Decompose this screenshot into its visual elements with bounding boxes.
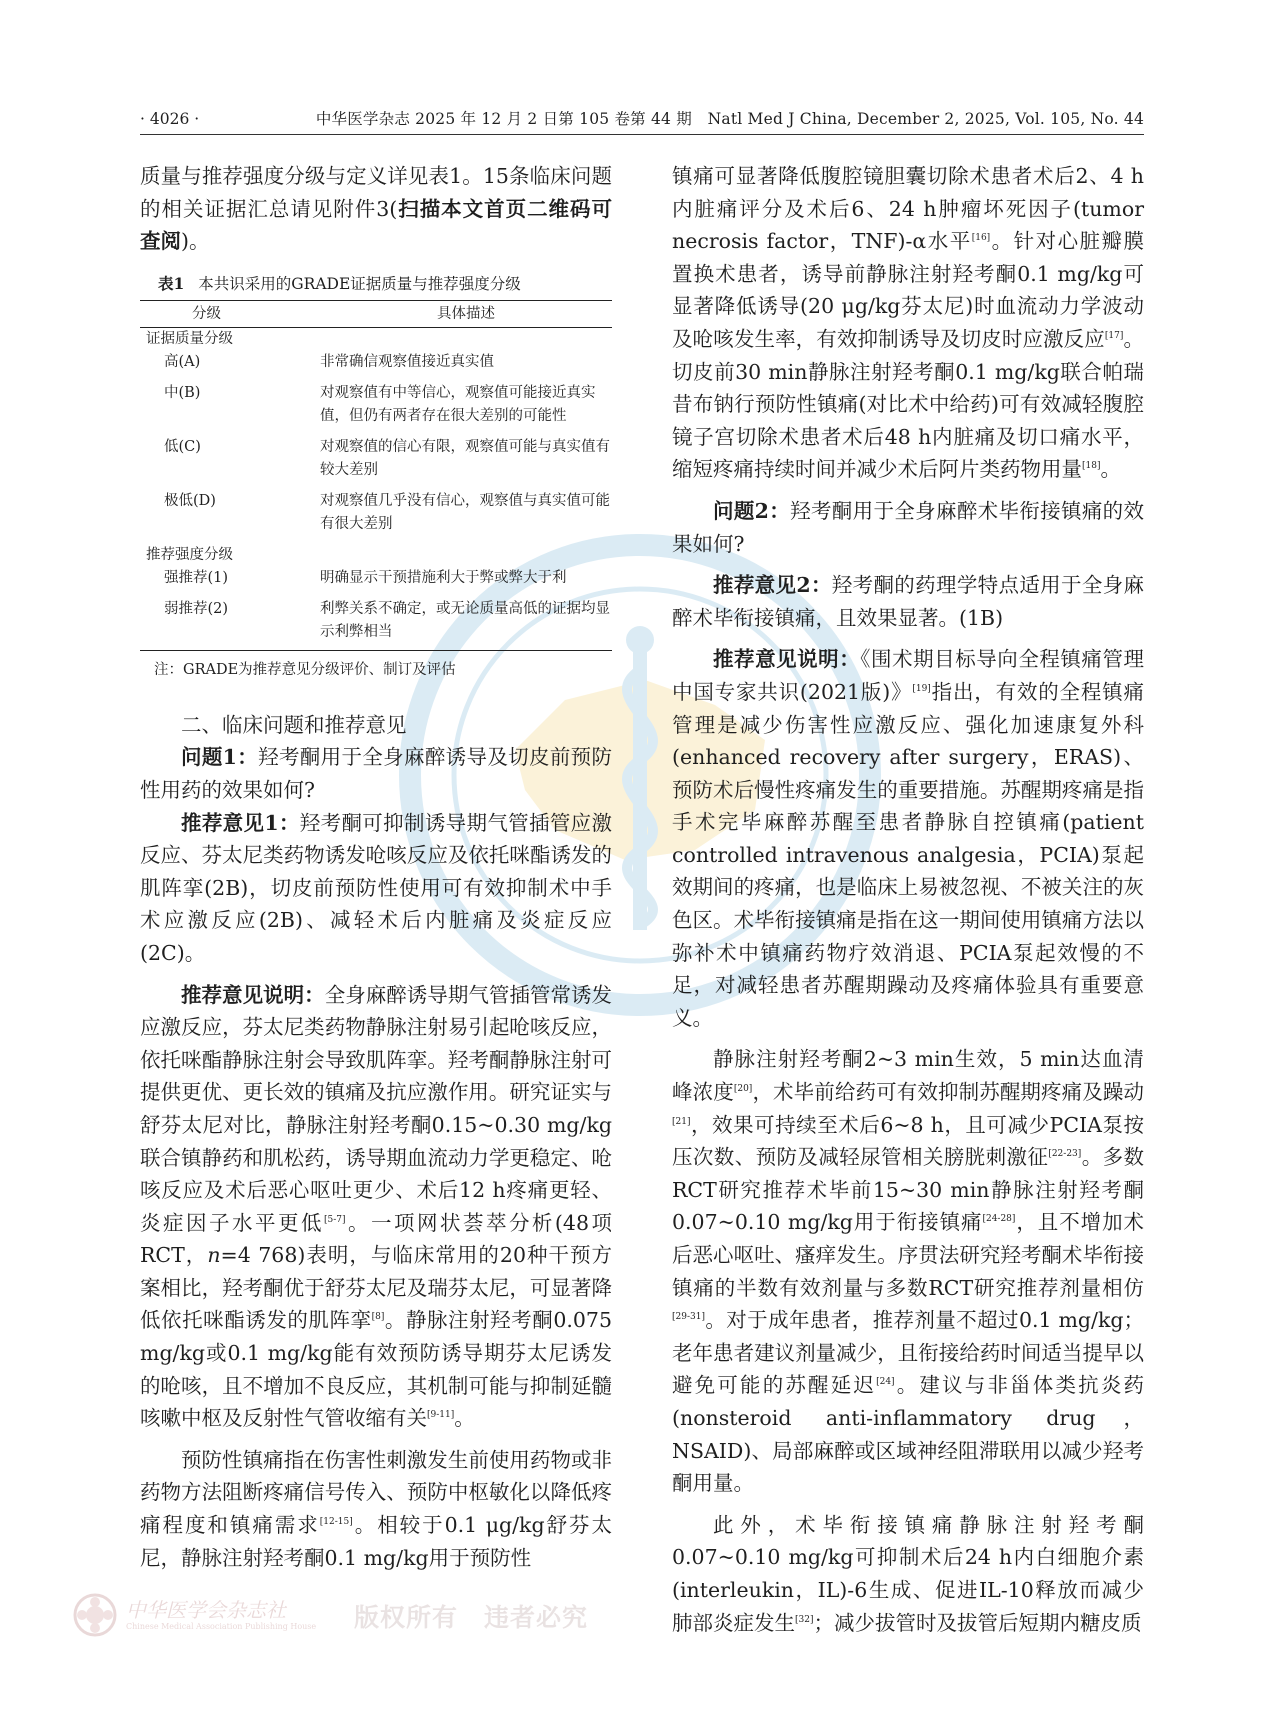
explanation-text: 。 [454,1406,475,1431]
paragraph-text: 镇痛可显著降低腹腔镜胆囊切除术患者术后2、4 h内脏痛评分及术后6、24 h肿瘤坏死因子(tumor necrosis factor，TNF)-α水平 [672,164,1144,254]
column-header-description: 具体描述 [320,300,612,327]
paragraph-text: ；减少拔管时及拔管后短期内糖皮质 [813,1610,1142,1635]
explanation-1-label: 推荐意见说明： [181,982,325,1007]
description-cell: 利弊关系不确定，或无论质量高低的证据均显示利弊相当 [320,598,612,651]
paragraph-text: 。多数RCT研究推荐术毕前15~30 min静脉注射羟考酮0.07~0.10 mg/kg用于衔接镇痛 [672,1145,1144,1235]
intro-text: 质量与推荐强度分级与定义详见表1。15条临床问题的相关证据汇总请见附件3( [140,164,612,221]
table-row [140,598,612,651]
explanation-text: 《围术期目标导向全程镇痛管理中国专家共识(2021版)》 [672,647,1145,704]
grade-cell: 中(B) [164,384,201,401]
citation-ref: [24-28] [982,1214,1016,1225]
table-note: 注：GRADE为推荐意见分级评价、制订及评估 [154,661,456,678]
copyright-slogan: 版权所有 违者必究 [354,1603,589,1632]
recommendation-2-text: 羟考酮的药理学特点适用于全身麻醉术毕衔接镇痛，且效果显著。(1B) [672,573,1145,630]
table-row [140,436,612,490]
description-cell: 对观察值的信心有限，观察值可能与真实值有较大差别 [320,438,610,478]
group-recommendation-strength: 推荐强度分级 [146,546,233,563]
paragraph-text: 。相较于0.1 μg/kg舒芬太尼，静脉注射羟考酮0.1 mg/kg用于预防性 [140,1513,613,1570]
citation-ref: [22-23] [1048,1149,1082,1160]
citation-ref: [5-7] [323,1214,346,1225]
paragraph-text: 。 [1100,457,1121,482]
grade-table [140,300,612,651]
explanation-text: =4 768)表明，与临床常用的20种干预方案相比，羟考酮优于舒芬太尼及瑞芬太尼，可显著降低依托咪酯诱发的肌阵挛 [140,1243,613,1333]
citation-ref: [12-15] [319,1517,353,1528]
citation-ref: [18] [1082,461,1101,472]
right-column [672,160,1144,1639]
continued-paragraph [672,160,1144,486]
question-1-label: 问题1： [181,745,259,770]
citation-ref: [16] [971,233,991,244]
paragraph-text: ，术毕前给药可有效抑制苏醒期疼痛及躁动 [752,1080,1144,1105]
page-number: · 4026 · [140,110,200,128]
citation-ref: [20] [733,1084,753,1095]
citation-ref: [29-31] [672,1312,705,1323]
recommendation-1-label: 推荐意见1： [181,810,300,835]
citation-ref: [17] [1104,330,1124,341]
table-row [140,351,612,382]
recommendation-1 [140,807,612,970]
explanation-text: 。一项网状荟萃分析(48项RCT， [140,1210,613,1268]
citation-ref: [8] [371,1312,385,1323]
column-header-grade: 分级 [140,300,320,327]
question-2-text: 羟考酮用于全身麻醉术毕衔接镇痛的效果如何? [672,498,1145,556]
table-header-row [140,300,612,327]
publisher-name-en: Chinese Medical Association Publishing House [126,1622,317,1631]
recommendation-1-text: 羟考酮可抑制诱导期气管插管应激反应、芬太尼类药物诱发呛咳反应及依托咪酯诱发的肌阵挛(2B)，切皮前预防性使用可有效抑制术中手术应激反应(2B)、减轻术后内脏痛及炎症反应(2C)。 [140,810,613,965]
recommendation-2 [672,569,1144,634]
left-column [140,160,612,1574]
preemptive-analgesia-paragraph [140,1444,612,1574]
paragraph-text: 预防性镇痛指在伤害性刺激发生前使用药物或非药物方法阻断疼痛信号传入、预防中枢敏化以降低疼痛程度和镇痛需求 [140,1447,612,1538]
table-row [140,382,612,436]
question-1 [140,741,612,806]
citation-ref: [24] [876,1377,895,1388]
paragraph-text: 静脉注射羟考酮2~3 min生效，5 min达血清峰浓度 [672,1047,1144,1105]
table-row [140,490,612,544]
dosing-paragraph [672,1043,1144,1499]
group-evidence-quality: 证据质量分级 [146,330,233,347]
journal-citation: 中华医学杂志 2025 年 12 月 2 日第 105 卷第 44 期 Natl Med J China, December 2, 2025, Vol. 105, No. 44 [315,110,1144,128]
citation-ref: [9-11] [427,1410,455,1421]
paragraph-text: 。建议与非甾体类抗炎药(nonsteroid anti-inflammatory drug，NSAID)、局部麻醉或区域神经阻滞联用以减少羟考酮用量。 [672,1373,1145,1496]
table-caption [140,272,612,296]
citation-ref: [21] [672,1116,691,1127]
intro-paragraph [140,160,612,258]
question-2-label: 问题2： [713,498,791,523]
explanation-text: 全身麻醉诱导期气管插管常诱发应激反应，芬太尼类药物静脉注射易引起呛咳反应，依托咪酯静脉注射会导致肌阵挛。羟考酮静脉注射可提供更优、更长效的镇痛及抗应激作用。研究证实与舒芬太尼对比，静脉注射羟考酮0.15~0.30 mg/kg联合镇静药和肌松药，诱导期血流动力学更稳定、呛咳反应及术后恶心呕吐更少、术后12 h疼痛更轻、炎症因子水平更低 [140,982,613,1235]
grade-cell: 低(C) [164,438,201,455]
inflammation-paragraph [672,1509,1144,1639]
grade-cell: 强推荐(1) [164,569,229,586]
publisher-seal-icon [72,1592,118,1638]
n-symbol: n [207,1243,221,1268]
paragraph-text: 此外，术毕衔接镇痛静脉注射羟考酮0.07~0.10 mg/kg可抑制术后24 h内白细胞介素(interleukin，IL)-6生成、促进IL-10释放而减少肺部炎症发生 [672,1512,1144,1635]
explanation-2 [672,643,1144,1034]
explanation-2-label: 推荐意见说明： [713,647,861,672]
table-title: 本共识采用的GRADE证据质量与推荐强度分级 [198,274,521,293]
table-row [140,567,612,598]
paragraph-text: ，效果可持续至术后6~8 h，且可减少PCIA泵按压次数、预防及减轻尿管相关膀胱刺激征 [672,1112,1144,1170]
explanation-text: 指出，有效的全程镇痛管理是减少伤害性应激反应、强化加速康复外科(enhanced recovery after surgery，ERAS)、预防术后慢性疼痛发生的重要措施。苏醒期疼痛是指手术完毕麻醉苏醒至患者静脉自控镇痛(patient controlled intravenous analgesia，PCIA)泵起效期间的疼痛，也是临床上易被忽视、不被关注的灰色区。术毕衔接镇痛是指在这一期间使用镇痛方法以弥补术中镇痛药物疗效消退、PCIA泵起效慢的不足，对减轻患者苏醒期躁动及疼痛体验具有重要意义。 [672,679,1144,1030]
description-cell: 对观察值几乎没有信心，观察值与真实值可能有很大差别 [320,492,610,532]
section-heading: 二、临床问题和推荐意见 [181,712,407,737]
paragraph-text: ，且不增加术后恶心呕吐、瘙痒发生。序贯法研究羟考酮术毕衔接镇痛的半数有效剂量与多数RCT研究推荐剂量相仿 [672,1210,1145,1300]
grade-cell: 极低(D) [164,492,216,509]
explanation-1 [140,979,612,1435]
grade-cell: 弱推荐(2) [140,598,320,651]
citation-ref: [19] [912,683,931,694]
table-group-row [140,327,612,351]
question-2 [672,495,1144,560]
paragraph-text: 。切皮前30 min静脉注射羟考酮0.1 mg/kg联合帕瑞昔布钠行预防性镇痛(对比术中给药)可有效减轻腹腔镜子宫切除术患者术后48 h内脏痛及切口痛水平，缩短疼痛持续时间并减少术后阿片类药物用量 [672,326,1145,482]
description-cell: 非常确信观察值接近真实值 [320,353,494,370]
table-group-row [140,544,612,567]
paragraph-text: 。对于成年患者，推荐剂量不超过0.1 mg/kg；老年患者建议剂量减少，且衔接给药时间适当提早以避免可能的苏醒延迟 [672,1308,1144,1398]
intro-bold-text: 扫描本文首页二维码可查阅 [140,196,613,254]
description-cell: 明确显示干预措施利大于弊或弊大于利 [320,569,567,586]
paragraph-text: 。针对心脏瓣膜置换术患者，诱导前静脉注射羟考酮0.1 mg/kg可显著降低诱导(20 μg/kg芬太尼)时血流动力学波动及呛咳发生率，有效抑制诱导及切皮时应激反应 [672,229,1145,351]
description-cell: 对观察值有中等信心，观察值可能接近真实值，但仍有两者存在很大差别的可能性 [320,384,596,424]
publisher-name-cn: 中华医学会杂志社 [126,1598,286,1622]
citation-ref: [32] [795,1614,814,1625]
grade-cell: 高(A) [164,353,201,370]
question-1-text: 羟考酮用于全身麻醉诱导及切皮前预防性用药的效果如何? [140,745,613,802]
running-header [140,104,1144,135]
table-label: 表1 [158,273,185,293]
explanation-text: 。静脉注射羟考酮0.075 mg/kg或0.1 mg/kg能有效预防诱导期芬太尼诱发的呛咳，且不增加不良反应，其机制可能与抑制延髓咳嗽中枢及反射性气管收缩有关 [140,1308,613,1431]
intro-end-text: )。 [181,229,210,254]
recommendation-2-label: 推荐意见2： [713,573,832,598]
